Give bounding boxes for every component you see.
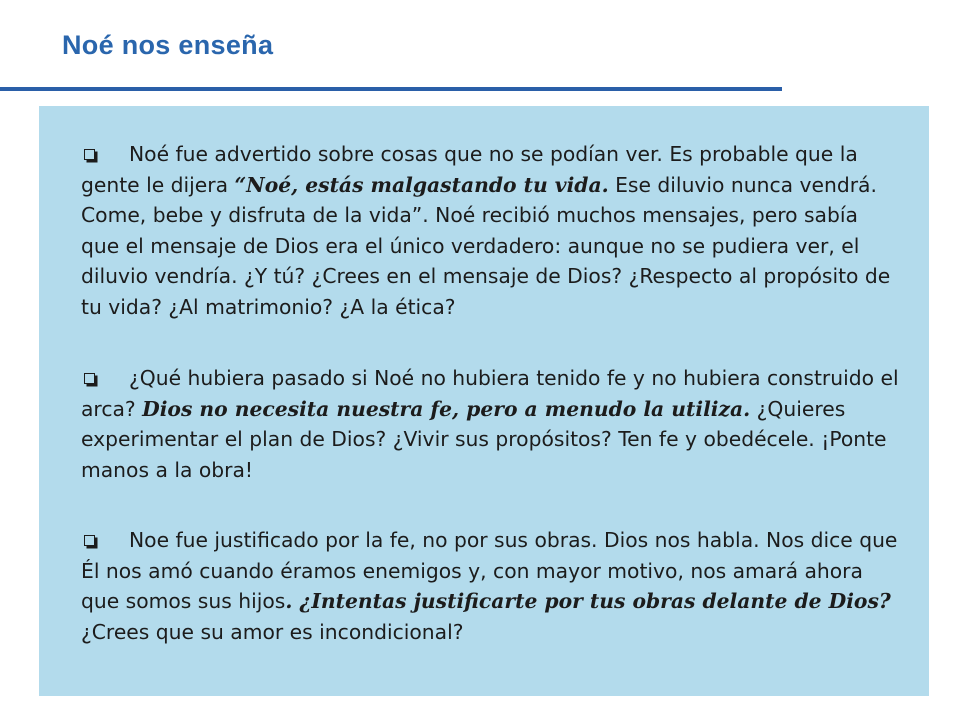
paragraph-faith-ark [81,363,901,485]
paragraph-text: Ese diluvio nunca vendrá. Come, bebe y disfruta de la vida”. Noé recibió muchos mensajes, pero sabía que el mensaje de Dios era el único verdadero: aunque no se pudiera ver, el diluvio vendría. ¿Y tú? ¿Crees en el mensaje de Dios? ¿Respecto al propósito de tu vida? ¿Al matrimonio? ¿A la ética? [81,172,891,319]
paragraph-text: ¿Qué hubiera pasado si Noé no hubiera tenido fe y no hubiera construido el arca? [81,366,899,421]
paragraph-text: Noé fue advertido sobre cosas que no se podían ver. Es probable que la gente le dijera [81,142,858,197]
emphasis-text: Dios no necesita nuestra fe, pero a menudo la utiliza. [142,396,751,421]
paragraph-justified-by-faith [81,525,901,647]
square-bullet-icon [84,149,95,160]
paragraph-text: ¿Crees que su amor es incondicional? [81,619,464,644]
slide-title: Noé nos enseña [62,30,274,60]
emphasis-text: . ¿Intentas justificarte por tus obras delante de Dios? [285,589,891,614]
paragraph-text: Noe fue justificado por la fe, no por sus obras. Dios nos habla. Nos dice que Él nos amó cuando éramos enemigos y, con mayor motivo, nos amará ahora que somos sus hijos [81,528,898,614]
paragraph-noah-warned [81,139,901,323]
emphasis-text: “Noé, estás malgastando tu vida. [234,172,609,197]
square-bullet-icon [84,373,95,384]
square-bullet-icon [84,535,95,546]
paragraph-text: ¿Quieres experimentar el plan de Dios? ¿Vivir sus propósitos? Ten fe y obedécele. ¡Ponte manos a la obra! [81,396,887,482]
title-underline [0,87,782,91]
